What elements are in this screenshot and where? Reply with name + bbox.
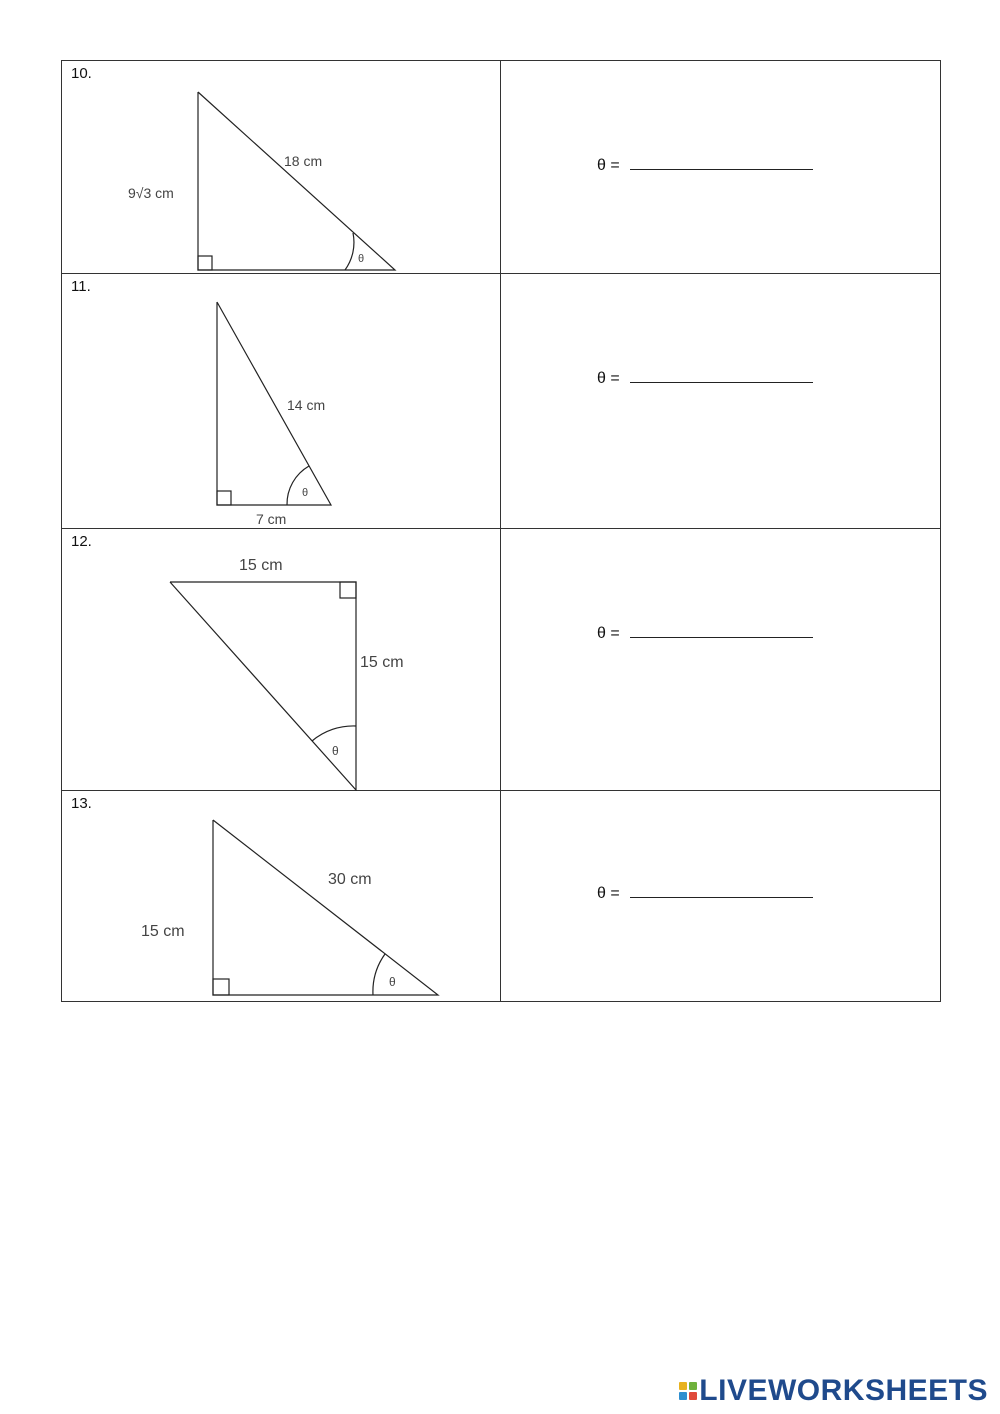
answer-line xyxy=(597,623,813,643)
triangle-figure-12 xyxy=(62,529,500,791)
question-number: 13. xyxy=(71,795,92,812)
side-label-vertical: 15 cm xyxy=(141,923,185,940)
figure-cell xyxy=(62,791,501,1002)
question-number: 11. xyxy=(71,278,91,295)
answer-line xyxy=(597,368,813,388)
logo-tile xyxy=(689,1392,697,1400)
angle-label: θ xyxy=(389,975,396,989)
triangle-outline xyxy=(170,582,356,790)
question-row-11 xyxy=(62,274,941,529)
question-number: 10. xyxy=(71,65,92,82)
figure-cell xyxy=(62,274,501,529)
right-angle-marker xyxy=(213,979,229,995)
side-label-vertical: 9√3 cm xyxy=(128,185,174,201)
question-row-13 xyxy=(62,791,941,1002)
right-angle-marker xyxy=(198,256,212,270)
answer-cell xyxy=(501,529,941,791)
answer-cell xyxy=(501,791,941,1002)
angle-label: θ xyxy=(332,744,339,758)
logo-tile xyxy=(679,1382,687,1390)
triangle-outline xyxy=(198,92,395,270)
angle-arc xyxy=(373,954,385,995)
triangle-figure-13 xyxy=(62,791,500,1002)
theta-label: θ = xyxy=(597,885,620,902)
question-row-12 xyxy=(62,529,941,791)
side-label-hypotenuse: 14 cm xyxy=(287,397,326,413)
figure-cell xyxy=(62,529,501,791)
right-angle-marker xyxy=(217,491,231,505)
answer-line xyxy=(597,883,813,903)
answer-blank[interactable] xyxy=(630,368,813,383)
angle-arc xyxy=(287,466,309,505)
angle-arc xyxy=(345,233,354,270)
logo-tiles-icon xyxy=(679,1382,697,1400)
triangle-outline xyxy=(213,820,438,995)
angle-label: θ xyxy=(358,253,365,265)
answer-cell xyxy=(501,274,941,529)
question-row-10 xyxy=(62,61,941,274)
logo-tile xyxy=(689,1382,697,1390)
side-label-base: 7 cm xyxy=(256,511,287,527)
worksheet-table xyxy=(61,60,941,1002)
theta-label: θ = xyxy=(597,370,620,387)
right-angle-marker xyxy=(340,582,356,598)
answer-cell xyxy=(501,61,941,274)
answer-blank[interactable] xyxy=(630,155,813,170)
triangle-figure-11 xyxy=(62,274,500,529)
angle-label: θ xyxy=(302,487,309,499)
answer-line xyxy=(597,155,813,175)
theta-label: θ = xyxy=(597,625,620,642)
answer-blank[interactable] xyxy=(630,623,813,638)
brand-name: LIVEWORKSHEETS xyxy=(699,1374,988,1407)
question-number: 12. xyxy=(71,533,92,550)
answer-blank[interactable] xyxy=(630,883,813,898)
side-label-hypotenuse: 30 cm xyxy=(328,871,372,888)
side-label-vertical: 15 cm xyxy=(360,654,404,671)
angle-arc xyxy=(312,726,356,741)
side-label-hypotenuse: 18 cm xyxy=(284,153,323,169)
logo-tile xyxy=(679,1392,687,1400)
triangle-figure-10 xyxy=(62,61,500,274)
side-label-top: 15 cm xyxy=(239,557,283,574)
liveworksheets-logo xyxy=(679,1374,988,1408)
figure-cell xyxy=(62,61,501,274)
theta-label: θ = xyxy=(597,157,620,174)
